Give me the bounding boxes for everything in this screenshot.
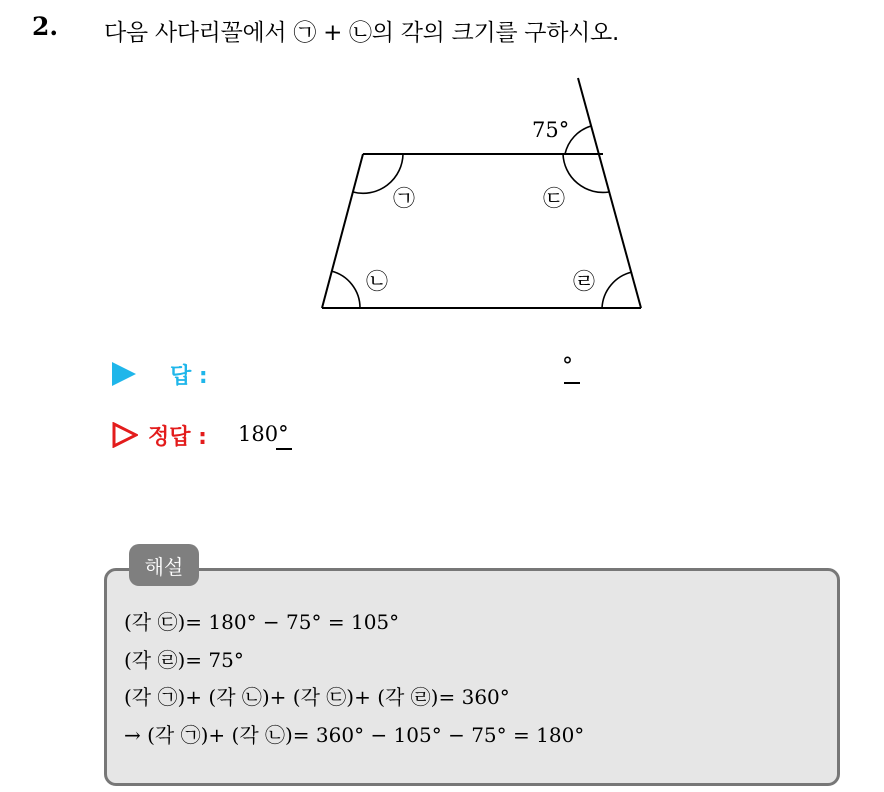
trapezoid-figure [0,0,884,330]
angle-label-a: ㉠ [393,187,416,212]
question-number: 2. [32,12,59,41]
answer-unit: ° [562,354,573,379]
angle-label-b: ㉡ [366,270,389,295]
explanation-text [124,604,584,754]
question-text: 다음 사다리꼴에서 ㉠ + ㉡의 각의 크기를 구하시오. [104,20,619,46]
answer-underline [564,382,580,384]
explanation-line: (각 ㉠)+ (각 ㉡)+ (각 ㉢)+ (각 ㉣)= 360° [124,685,510,709]
answer-arrow-icon [112,362,136,386]
correct-label: 정답 : [148,425,207,450]
correct-underline [276,448,292,450]
explanation-line: → (각 ㉠)+ (각 ㉡)= 360° − 105° − 75° = 180° [124,722,585,747]
explanation-tab: 해설 [129,544,199,586]
explanation-line: (각 ㉣)= 75° [124,647,244,672]
correct-arrow-icon [112,422,138,448]
given-angle-label: 75° [532,118,570,142]
explanation-line: (각 ㉢)= 180° − 75° = 105° [124,610,400,634]
angle-label-c: ㉢ [543,187,566,212]
angle-label-d: ㉣ [573,270,596,295]
answer-label: 답 : [170,364,208,389]
correct-value: 180° [238,422,289,446]
